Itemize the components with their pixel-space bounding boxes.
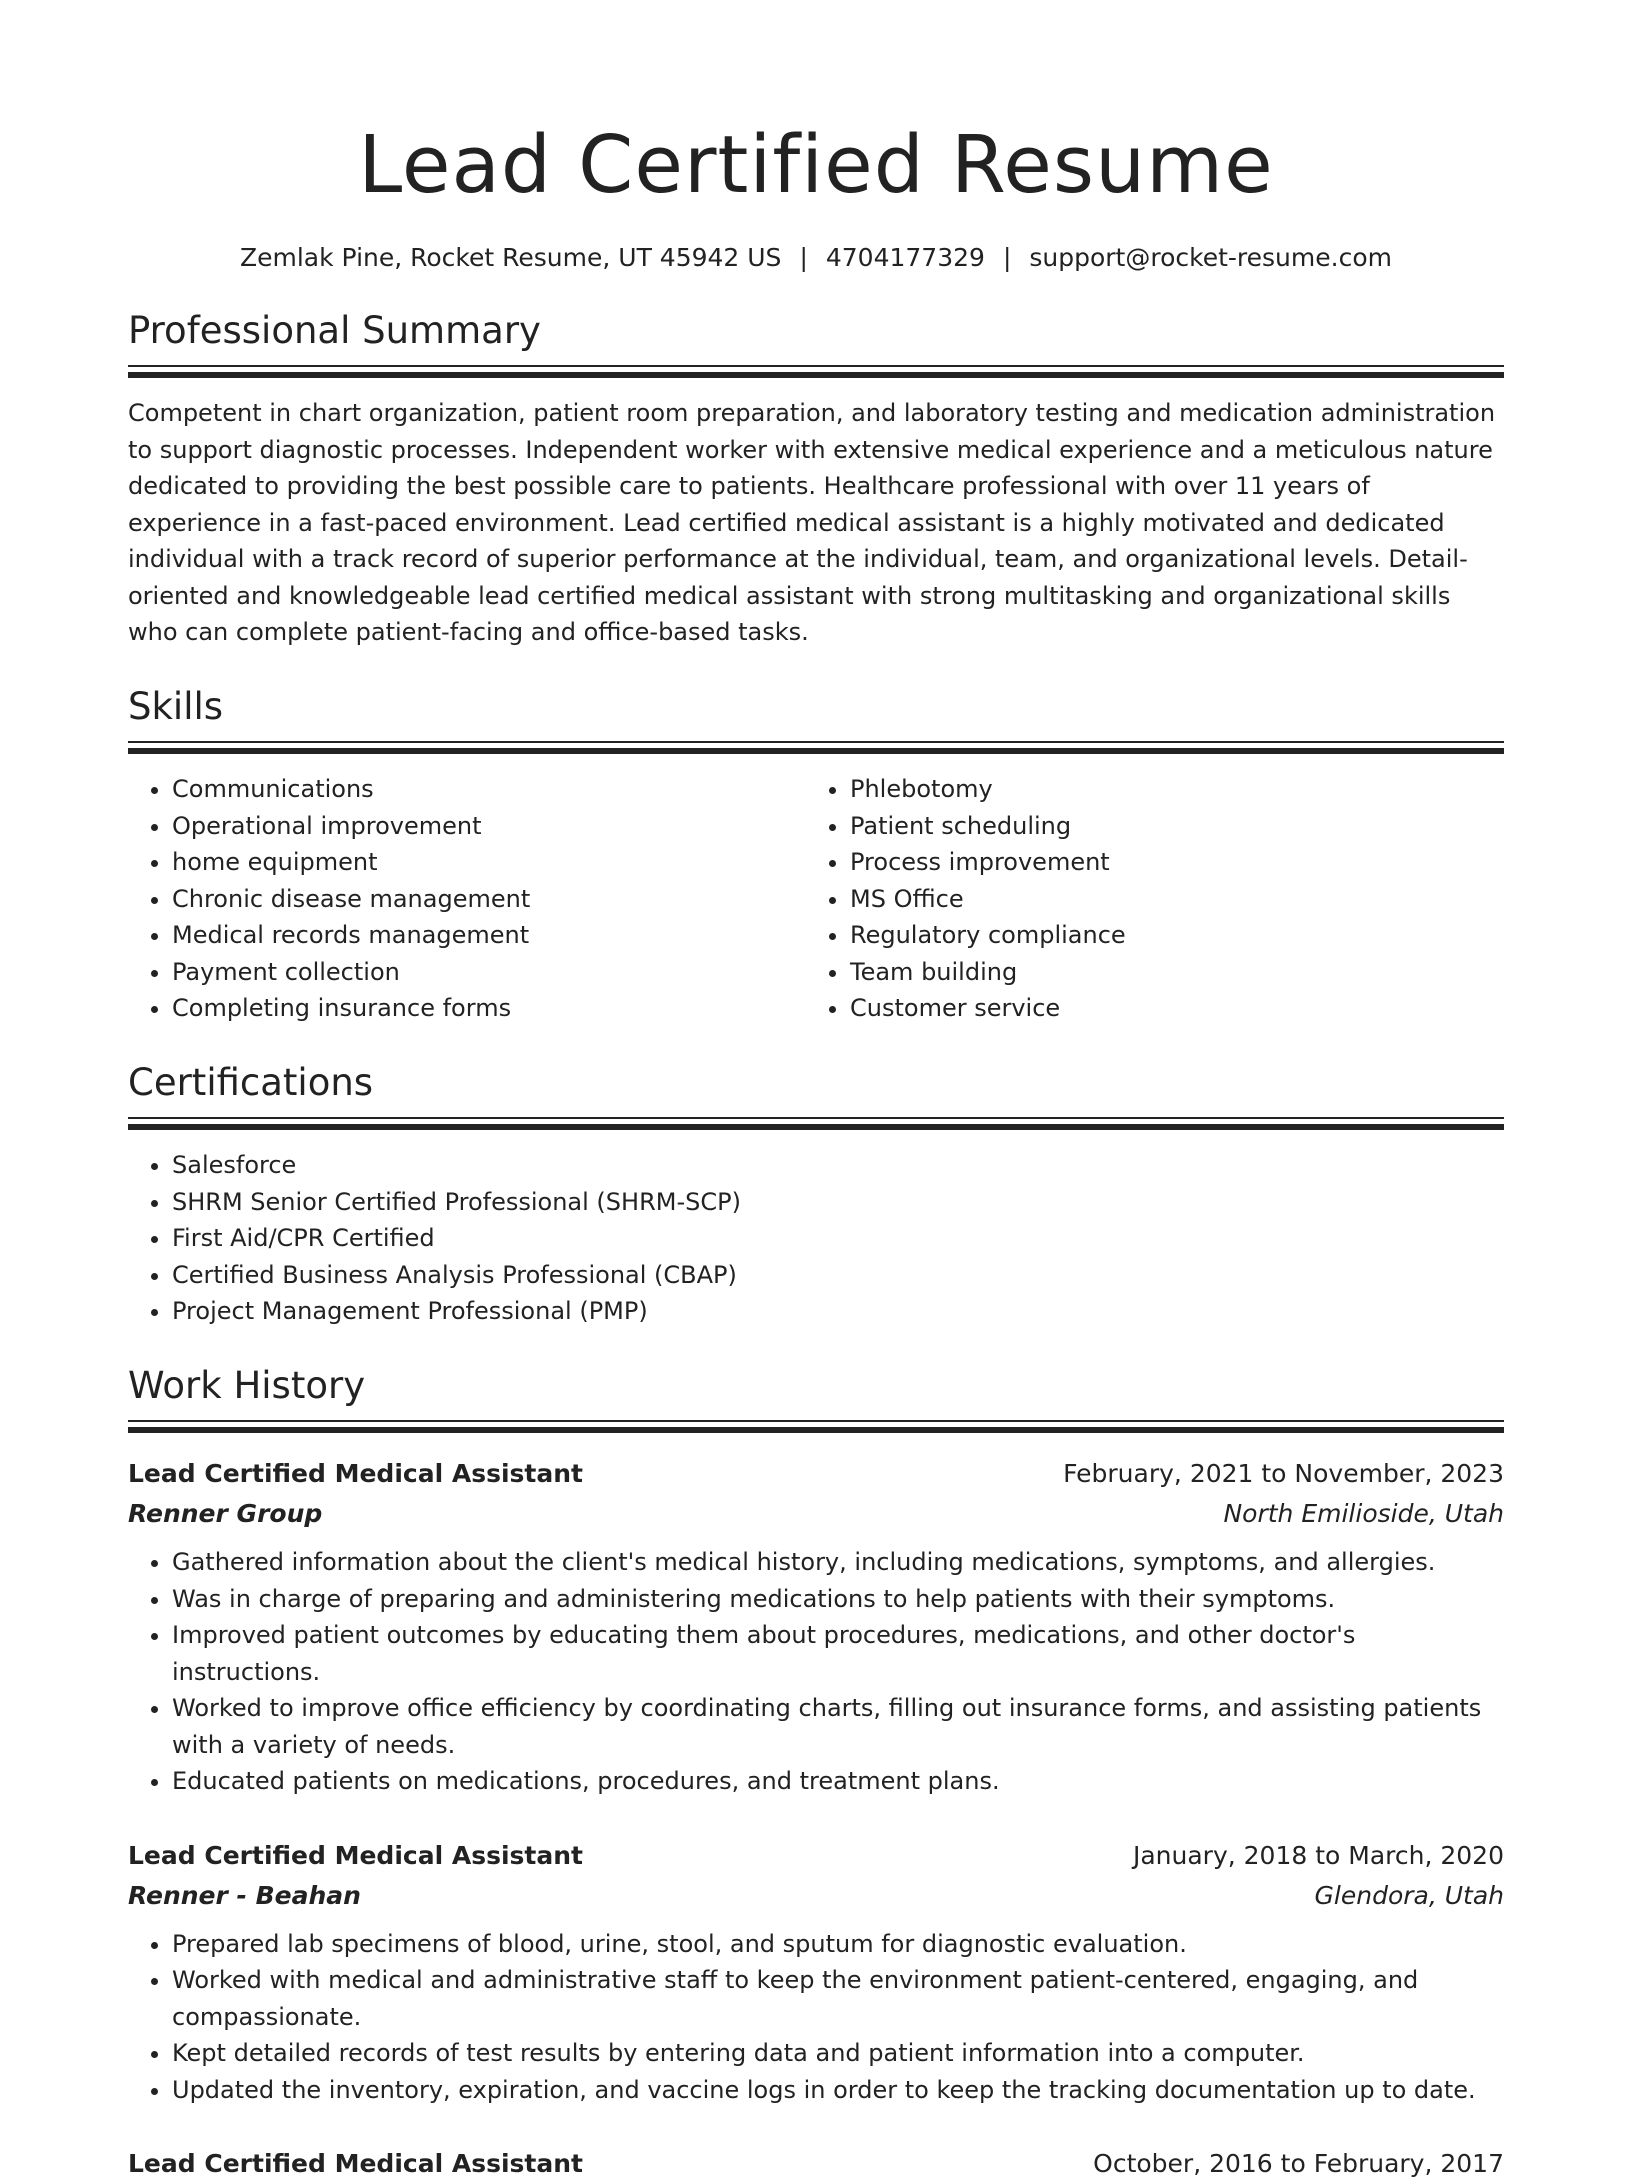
job-entry xyxy=(128,1454,1504,1800)
work-history-section xyxy=(128,1364,1504,2184)
job-duty: • Worked with medical and administrative staff to keep the environment patient-centered, engaging, and compassionate. xyxy=(172,1962,1504,2035)
skills-list-right xyxy=(806,771,1484,1027)
skill-item: • home equipment xyxy=(172,844,806,881)
job-title: Lead Certified Medical Assistant xyxy=(128,1459,583,1489)
job-header xyxy=(128,1836,1504,1876)
summary-section xyxy=(128,309,1504,651)
skill-item: • Process improvement xyxy=(850,844,1484,881)
skill-item: • Customer service xyxy=(850,990,1484,1027)
job-entry xyxy=(128,2144,1504,2184)
job-title: Lead Certified Medical Assistant xyxy=(128,1840,583,1870)
skill-item: • Phlebotomy xyxy=(850,771,1484,808)
skill-item: • MS Office xyxy=(850,881,1484,918)
job-duties-list xyxy=(128,1926,1504,2109)
job-duty: • Worked to improve office efficiency by coordinating charts, filling out insurance forms, and assisting patients with a variety of needs. xyxy=(172,1690,1504,1763)
skill-item: • Medical records management xyxy=(172,917,806,954)
job-duty: • Kept detailed records of test results by entering data and patient information into a computer. xyxy=(172,2035,1504,2072)
section-divider xyxy=(128,741,1504,755)
skills-section xyxy=(128,685,1504,1027)
job-entry xyxy=(128,1836,1504,2109)
job-duty: • Prepared lab specimens of blood, urine, stool, and sputum for diagnostic evaluation. xyxy=(172,1926,1504,1963)
job-company: Renner - Beahan xyxy=(128,1880,361,1910)
section-title-certifications: Certifications xyxy=(128,1060,374,1104)
section-title-summary: Professional Summary xyxy=(128,309,541,352)
certification-item: • SHRM Senior Certified Professional (SHRM-SCP) xyxy=(172,1184,1504,1221)
job-location: North Emilioside, Utah xyxy=(1223,1499,1504,1529)
skill-item: • Regulatory compliance xyxy=(850,917,1484,954)
skill-item: • Chronic disease management xyxy=(172,881,806,918)
skill-item: • Operational improvement xyxy=(172,808,806,845)
contact-email: support@rocket-resume.com xyxy=(1029,243,1392,272)
skill-item: • Payment collection xyxy=(172,954,806,991)
certifications-section xyxy=(128,1061,1504,1330)
certification-item: • First Aid/CPR Certified xyxy=(172,1220,1504,1257)
resume-name: Lead Certified Resume xyxy=(358,119,1274,211)
section-divider xyxy=(128,1117,1504,1131)
section-title-skills: Skills xyxy=(128,684,224,728)
contact-address: Zemlak Pine, Rocket Resume, UT 45942 US xyxy=(240,243,782,272)
skill-item: • Team building xyxy=(850,954,1484,991)
job-duty: • Updated the inventory, expiration, and vaccine logs in order to keep the tracking documentation up to date. xyxy=(172,2072,1504,2109)
job-duty: • Improved patient outcomes by educating them about procedures, medications, and other doctor's instructions. xyxy=(172,1617,1504,1690)
job-dates: January, 2018 to March, 2020 xyxy=(1132,1840,1504,1870)
section-divider xyxy=(128,365,1504,379)
contact-line xyxy=(128,243,1504,273)
contact-separator: | xyxy=(799,243,808,272)
job-duty: • Was in charge of preparing and administering medications to help patients with their symptoms. xyxy=(172,1581,1504,1618)
skill-item: • Completing insurance forms xyxy=(172,990,806,1027)
job-subheader xyxy=(128,1876,1504,1916)
skills-list-left xyxy=(128,771,806,1027)
section-divider xyxy=(128,1420,1504,1434)
summary-text: Competent in chart organization, patient room preparation, and laboratory testing and medication administration to support diagnostic processes. Independent worker with extensive medical experience and a meticulous nature dedicated to providing the best possible care to patients. Healthcare professional with over 11 years of experience in a fast-paced environment. Lead certified medical assistant is a highly motivated and dedicated individual with a track record of superior performance at the individual, team, and organizational levels. Detail-oriented and knowledgeable lead certified medical assistant with strong multitasking and organizational skills who can complete patient-facing and office-based tasks. xyxy=(128,399,1496,647)
job-header xyxy=(128,2144,1504,2184)
job-location: Glendora, Utah xyxy=(1314,1880,1504,1910)
job-duty: • Gathered information about the client's medical history, including medications, symptoms, and allergies. xyxy=(172,1544,1504,1581)
certification-item: • Salesforce xyxy=(172,1147,1504,1184)
certification-item: • Certified Business Analysis Professional (CBAP) xyxy=(172,1257,1504,1294)
job-duty: • Educated patients on medications, procedures, and treatment plans. xyxy=(172,1763,1504,1800)
job-subheader xyxy=(128,1494,1504,1534)
job-dates: October, 2016 to February, 2017 xyxy=(1093,2149,1504,2179)
certification-item: • Project Management Professional (PMP) xyxy=(172,1293,1504,1330)
job-duties-list xyxy=(128,1544,1504,1800)
job-company: Renner Group xyxy=(128,1499,323,1529)
skills-columns xyxy=(128,771,1504,1027)
skill-item: • Patient scheduling xyxy=(850,808,1484,845)
contact-separator: | xyxy=(1002,243,1012,272)
job-dates: February, 2021 to November, 2023 xyxy=(1063,1459,1504,1489)
contact-phone: 4704177329 xyxy=(825,243,985,272)
job-title: Lead Certified Medical Assistant xyxy=(128,2149,583,2179)
section-title-work-history: Work History xyxy=(128,1363,366,1407)
skill-item: • Communications xyxy=(172,771,806,808)
resume-page xyxy=(128,0,1504,2179)
certifications-list xyxy=(128,1147,1504,1330)
job-header xyxy=(128,1454,1504,1494)
